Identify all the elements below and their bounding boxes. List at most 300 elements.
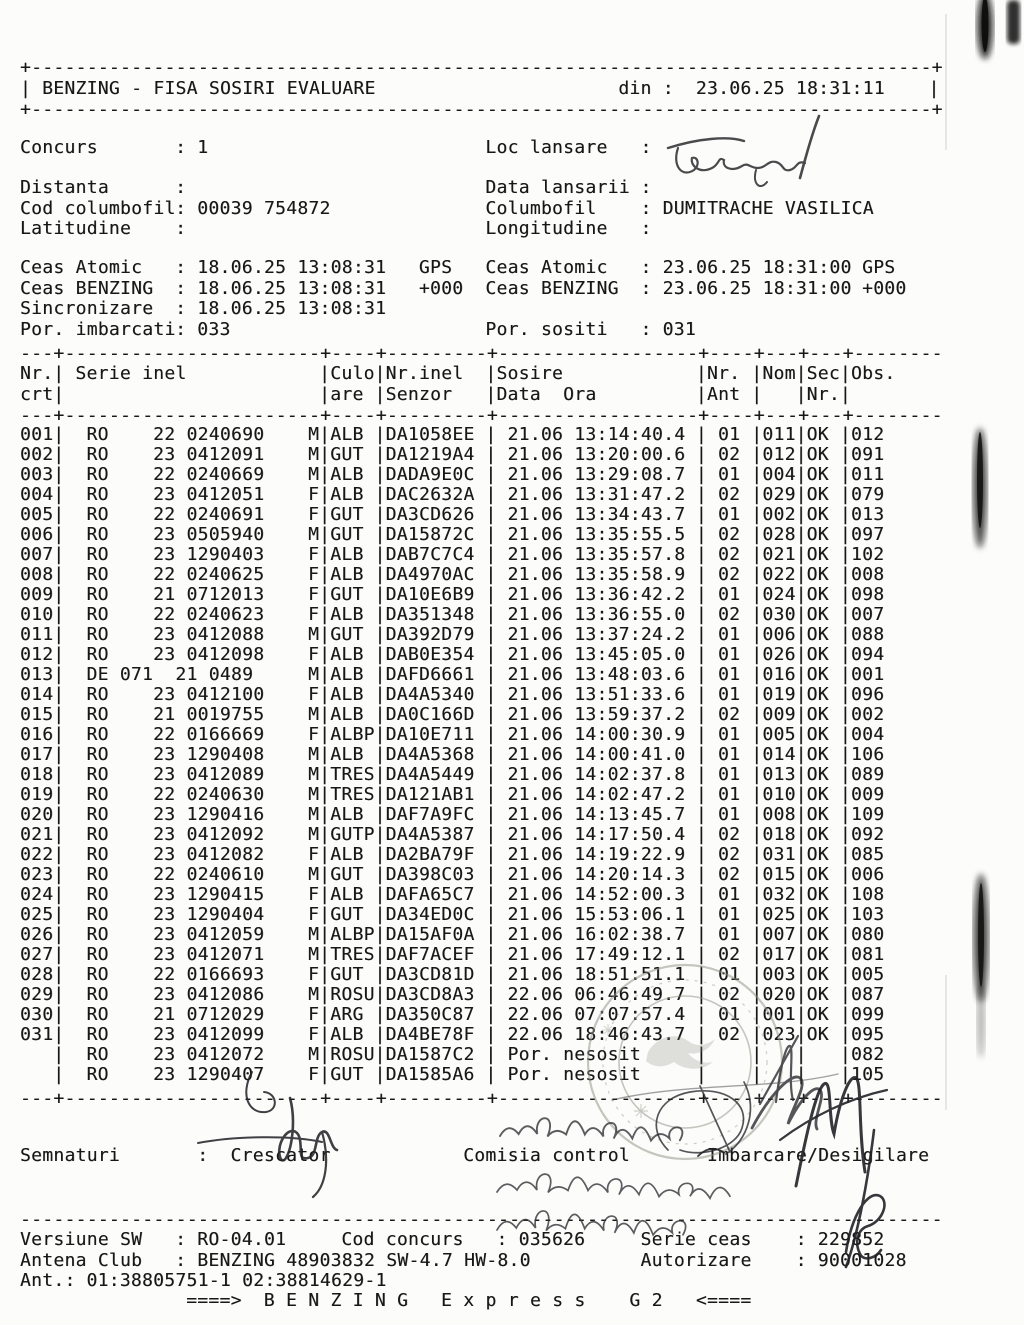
table-cell-nom: 015 [762,864,796,885]
column-separator: | [374,504,386,525]
table-cell-senzor: DA4A5340 [385,684,475,705]
column-separator: | [795,784,807,805]
table-cell-obs: 094 [851,644,885,665]
column-separator: | [795,564,807,585]
table-cell-sec: OK [806,524,829,545]
table-cell-nom: 013 [762,764,796,785]
table-cell-serie: RO 23 0412099 [86,1024,265,1045]
table-cell-ant: 01 [718,784,741,805]
table-cell-sosire: 21.06 13:31:47.2 [507,484,686,505]
table-cell-serie: RO 23 0505940 [86,524,265,545]
table-cell-crt: 024 [20,884,54,905]
column-separator: | [695,1004,707,1025]
column-separator: | [374,384,386,405]
table-cell-nom: 023 [762,1024,796,1045]
table-cell-sex: M [308,704,320,725]
table-cell-sosire: 21.06 14:02:37.8 [507,764,686,785]
table-cell-sex: M [308,744,320,765]
column-separator: | [795,884,807,905]
table-cell-sec: OK [806,964,829,985]
table-cell-serie: RO 23 0412088 [86,624,265,645]
table-cell-sosire: 21.06 14:19:22.9 [507,844,686,865]
table-cell-ant: 02 [718,1024,741,1045]
column-separator: | [795,424,807,445]
column-separator: | [53,1044,65,1065]
column-separator: | [695,664,707,685]
field-value-por-sositi: 031 [662,319,696,340]
table-cell-culoare: GUT [330,904,364,925]
table-cell-culoare: GUT [330,504,364,525]
table-cell-ant: 02 [718,444,741,465]
table-cell-sosire: 21.06 15:53:06.1 [507,904,686,925]
column-separator: | [839,384,852,405]
table-cell-culoare: ALB [330,464,364,485]
column-separator: | [751,724,763,745]
table-cell-ant: 02 [718,524,741,545]
field-label-ceas-benzing-left: Ceas BENZING [20,278,154,299]
column-separator: | [319,884,331,905]
column-separator: | [53,1024,65,1045]
table-cell-culoare: ALB [330,424,364,445]
column-separator: | [795,584,807,605]
column-separator: | [319,1024,331,1045]
column-separator: | [374,1044,386,1065]
table-cell-culoare: ALB [330,704,364,725]
column-separator: | [53,484,65,505]
column-separator: | [839,464,852,485]
footer-value-ant: 01:38805751-1 02:38814629-1 [86,1270,387,1291]
table-cell-nom: 005 [762,724,796,745]
table-cell-serie: RO 23 1290403 [86,544,265,565]
column-separator: | [53,444,65,465]
table-cell-ant: 02 [718,544,741,565]
field-colon: : [640,137,652,158]
field-colon: : [175,218,187,239]
table-cell-ant: 01 [718,804,741,825]
field-value-columbofil: DUMITRACHE VASILICA [662,198,874,219]
table-cell-sec: OK [806,424,829,445]
column-separator: | [374,1024,386,1045]
table-cell-culoare: ALB [330,544,364,565]
column-separator: | [839,524,852,545]
column-separator: | [485,844,497,865]
table-cell-ant: 01 [718,424,741,445]
table-cell-serie: RO 23 0412072 [86,1044,265,1065]
column-separator: | [695,724,707,745]
table-cell-sosire: 21.06 17:49:12.1 [507,944,686,965]
signature-role-imbarcare-desigilare: Imbarcare/Desigilare [706,1145,930,1166]
column-separator: | [839,504,852,525]
field-label-cod-columbofil: Cod columbofil [20,198,176,219]
table-cell-crt: 007 [20,544,54,565]
column-separator: | [374,604,386,625]
table-cell-obs: 012 [851,424,885,445]
column-separator: | [374,644,386,665]
table-cell-obs: 098 [851,584,885,605]
table-cell-sex: F [308,724,320,745]
table-cell-sec: OK [806,664,829,685]
column-separator: | [319,824,331,845]
table-cell-nom: 010 [762,784,796,805]
column-separator: | [751,1004,763,1025]
column-separator: | [53,524,65,545]
table-cell-culoare: TRES [330,764,375,785]
column-separator: | [751,504,763,525]
column-separator: | [751,924,763,945]
table-cell-culoare: ALB [330,484,364,505]
column-separator: | [485,664,497,685]
column-separator: | [751,984,763,1005]
table-cell-sex: F [308,844,320,865]
column-separator: | [319,644,331,665]
column-separator: | [374,904,386,925]
column-separator: | [839,804,852,825]
table-cell-sosire: 21.06 14:20:14.3 [507,864,686,885]
column-separator: | [839,584,852,605]
column-separator: | [795,624,807,645]
table-cell-sosire: 21.06 13:35:58.9 [507,564,686,585]
table-cell-crt: 031 [20,1024,54,1045]
table-cell-crt: 013 [20,664,54,685]
column-separator: | [319,504,331,525]
page-title: BENZING - FISA SOSIRI EVALUARE [42,78,376,99]
table-cell-crt: 017 [20,744,54,765]
column-separator: | [751,363,763,384]
table-cell-serie: RO 23 0412071 [86,944,265,965]
column-separator: | [795,804,807,825]
box-border: +---------------------------------------------------------------------------------+ [20,57,943,78]
column-separator: | [374,464,386,485]
table-cell-sec: OK [806,604,829,625]
table-cell-nom: 029 [762,484,796,505]
column-separator: | [795,924,807,945]
column-separator: | [695,644,707,665]
column-separator: | [53,584,65,605]
table-cell-senzor: DADA9E0C [385,464,475,485]
table-cell-sec: OK [806,644,829,665]
column-separator: | [695,944,707,965]
table-cell-obs: 009 [851,784,885,805]
table-cell-nom: 031 [762,844,796,865]
column-header-ant: Nr. [706,363,741,384]
column-separator: | [374,884,386,905]
field-value-ceas-benzing-left: 18.06.25 13:08:31 [197,278,387,299]
footer-label-cod-concurs: Cod concurs [341,1229,464,1250]
table-cell-sex: F [308,584,320,605]
field-colon: : [175,319,187,340]
table-cell-culoare: ALB [330,644,364,665]
table-cell-sosire: 21.06 13:20:00.6 [507,444,686,465]
table-cell-crt: 030 [20,1004,54,1025]
table-cell-culoare: ALB [330,564,364,585]
table-cell-crt: 018 [20,764,54,785]
column-separator: | [695,464,707,485]
table-cell-ant: 01 [718,684,741,705]
table-cell-culoare: ROSU [330,1044,375,1065]
column-separator: | [751,804,763,825]
table-cell-sec: OK [806,564,829,585]
column-header-serie: Serie inel [75,363,187,384]
table-cell-ant: 01 [718,904,741,925]
table-cell-crt: 003 [20,464,54,485]
column-separator: | [695,864,707,885]
table-cell-serie: RO 23 0412051 [86,484,265,505]
field-label-por-imbarcati: Por. imbarcati [20,319,176,340]
column-separator: | [839,1044,852,1065]
table-cell-sex: F [308,1004,320,1025]
field-colon: : [175,298,187,319]
column-separator: | [795,484,807,505]
table-cell-sec: OK [806,704,829,725]
column-separator: | [53,884,65,905]
table-cell-sosire: 21.06 13:36:42.2 [507,584,686,605]
express-arrow-right: <==== [695,1290,752,1311]
table-cell-sosire: Por. nesosit [507,1044,641,1065]
field-colon: : [175,1229,187,1250]
column-separator: | [751,544,763,565]
field-label-latitudine: Latitudine [20,218,132,239]
table-cell-nom: 030 [762,604,796,625]
table-cell-sex: M [308,424,320,445]
table-cell-sec: OK [806,944,829,965]
table-cell-nom: 009 [762,704,796,725]
column-separator: | [485,864,497,885]
table-cell-nom: 019 [762,684,796,705]
column-separator: | [485,964,497,985]
table-cell-crt: 005 [20,504,54,525]
table-cell-obs: 004 [851,724,885,745]
column-separator: | [374,544,386,565]
table-cell-sec: OK [806,684,829,705]
table-cell-senzor: DA1058EE [385,424,475,445]
table-cell-senzor: DA398C03 [385,864,475,885]
table-cell-ant: 01 [718,744,741,765]
table-cell-senzor: DA3CD81D [385,964,475,985]
table-cell-obs: 089 [851,764,885,785]
table-cell-crt: 021 [20,824,54,845]
table-cell-nom: 021 [762,544,796,565]
column-separator: | [374,444,386,465]
table-cell-sosire: 21.06 14:00:41.0 [507,744,686,765]
table-cell-senzor: DAB0E354 [385,644,475,665]
column-separator: | [795,524,807,545]
signatures-label: Semnaturi [20,1145,121,1166]
table-cell-sec: OK [806,884,829,905]
table-cell-sec: OK [806,484,829,505]
table-cell-crt: 020 [20,804,54,825]
table-cell-sosire: 21.06 13:35:57.8 [507,544,686,565]
column-separator: | [839,724,852,745]
table-cell-ant: 02 [718,704,741,725]
table-cell-nom: 012 [762,444,796,465]
column-separator: | [319,744,331,765]
table-cell-culoare: ALB [330,804,364,825]
column-separator: | [53,624,65,645]
column-separator: | [485,464,497,485]
column-separator: | [53,504,65,525]
field-colon: : [496,1229,508,1250]
table-cell-ant: 01 [718,624,741,645]
table-cell-senzor: DA1219A4 [385,444,475,465]
column-separator: | [485,704,497,725]
table-cell-ant: 02 [718,944,741,965]
column-separator: | [485,363,497,384]
table-cell-sec: OK [806,824,829,845]
table-cell-senzor: DA4A5449 [385,764,475,785]
table-cell-culoare: ROSU [330,984,375,1005]
column-separator: | [319,704,331,725]
column-separator: | [319,564,331,585]
table-cell-sosire: 21.06 13:48:03.6 [507,664,686,685]
footer-value-antena-club: BENZING 48903832 SW-4.7 HW-8.0 [197,1250,531,1271]
table-cell-serie: RO 23 0412098 [86,644,265,665]
column-separator: | [839,884,852,905]
table-cell-crt: 004 [20,484,54,505]
field-suffix-ceas-benzing-left: +000 [418,278,464,299]
column-separator: | [751,864,763,885]
field-colon: : [175,198,187,219]
table-cell-nom: 004 [762,464,796,485]
column-separator: | [53,744,65,765]
field-value-ceas-atomic-left: 18.06.25 13:08:31 [197,257,387,278]
field-label-loc-lansare: Loc lansare [485,137,608,158]
column-separator: | [795,644,807,665]
field-label-columbofil: Columbofil [485,198,597,219]
column-separator: | [751,884,763,905]
table-cell-ant: 01 [718,664,741,685]
column-separator: | [53,684,65,705]
column-separator: | [485,944,497,965]
column-separator: | [374,924,386,945]
column-separator: | [795,664,807,685]
table-separator: ---+-----------------------+----+---------+------------------+----+---+---+-------- [20,1088,943,1109]
column-separator: | [795,864,807,885]
table-cell-senzor: DA121AB1 [385,784,475,805]
table-cell-sex: M [308,924,320,945]
table-cell-nom: 006 [762,624,796,645]
table-cell-serie: RO 22 0240625 [86,564,265,585]
column-separator: | [319,604,331,625]
footer-divider: ----------------------------------------------------------------------------------- [20,1209,943,1230]
footer-value-versiune-sw: RO-04.01 [197,1229,287,1250]
table-cell-obs: 108 [851,884,885,905]
column-separator: | [695,1064,707,1085]
column-separator: | [695,784,707,805]
table-cell-sec: OK [806,784,829,805]
column-separator: | [53,824,65,845]
column-separator: | [695,504,707,525]
table-cell-senzor: DA2BA79F [385,844,475,865]
table-cell-sex: F [308,684,320,705]
table-cell-sosire: 22.06 18:46:43.7 [507,1024,686,1045]
column-separator: | [839,424,852,445]
table-cell-sex: F [308,604,320,625]
table-cell-obs: 092 [851,824,885,845]
column-header-nr: Nr. [20,363,54,384]
table-cell-sosire: 21.06 14:02:47.2 [507,784,686,805]
field-colon: : [175,137,187,158]
column-separator: | [319,1004,331,1025]
table-cell-culoare: ALBP [330,924,375,945]
table-cell-sosire: 21.06 13:51:33.6 [507,684,686,705]
column-separator: | [839,624,852,645]
table-cell-crt: 012 [20,644,54,665]
field-value-cod-columbofil: 00039 754872 [197,198,331,219]
handwritten-name [497,1174,730,1198]
column-separator: | [695,1024,707,1045]
table-cell-obs: 082 [851,1044,885,1065]
column-separator: | [374,964,386,985]
table-cell-culoare: GUT [330,444,364,465]
column-separator: | [485,384,497,405]
column-separator: | [319,1044,331,1065]
table-cell-ant: 01 [718,584,741,605]
table-cell-nom: 014 [762,744,796,765]
table-cell-crt: 010 [20,604,54,625]
footer-label-autorizare: Autorizare [640,1250,752,1271]
column-separator: | [485,904,497,925]
column-separator: | [319,904,331,925]
footer-label-versiune-sw: Versiune SW [20,1229,143,1250]
table-cell-sex: F [308,504,320,525]
column-separator: | [374,944,386,965]
table-cell-sex: F [308,884,320,905]
table-cell-culoare: ARG [330,1004,364,1025]
column-separator: | [751,444,763,465]
column-separator: | [374,864,386,885]
column-separator: | [319,624,331,645]
table-cell-sec: OK [806,1004,829,1025]
column-separator: | [695,444,707,465]
column-separator: | [751,704,763,725]
din-value: 23.06.25 18:31:11 [695,78,885,99]
column-separator: | [695,384,707,405]
column-header-ant: Ant [706,384,741,405]
table-cell-crt: 006 [20,524,54,545]
table-cell-crt: 025 [20,904,54,925]
table-cell-senzor: DA0C166D [385,704,475,725]
column-separator: | [485,1064,497,1085]
column-separator: | [485,604,497,625]
table-cell-senzor: DA4A5387 [385,824,475,845]
column-separator: | [485,764,497,785]
column-separator: | [695,904,707,925]
field-label-ceas-benzing-right: Ceas BENZING [485,278,619,299]
table-cell-obs: 109 [851,804,885,825]
table-cell-culoare: GUT [330,964,364,985]
column-separator: | [839,824,852,845]
footer-value-cod-concurs: 035626 [518,1229,586,1250]
column-separator: | [839,363,852,384]
column-separator: | [751,524,763,545]
column-separator: | [53,544,65,565]
table-cell-sosire: 21.06 14:52:00.3 [507,884,686,905]
column-separator: | [695,824,707,845]
field-label-ceas-atomic-right: Ceas Atomic [485,257,608,278]
table-cell-senzor: DA392D79 [385,624,475,645]
column-separator: | [751,1024,763,1045]
table-cell-ant: 02 [718,984,741,1005]
table-cell-sosire: Por. nesosit [507,1064,641,1085]
column-separator: | [485,644,497,665]
table-cell-senzor: DA34ED0C [385,904,475,925]
field-value-por-imbarcati: 033 [197,319,231,340]
table-cell-senzor: DA15872C [385,524,475,545]
table-cell-sex: M [308,524,320,545]
column-separator: | [374,844,386,865]
table-cell-sex: F [308,484,320,505]
column-separator: | [319,684,331,705]
